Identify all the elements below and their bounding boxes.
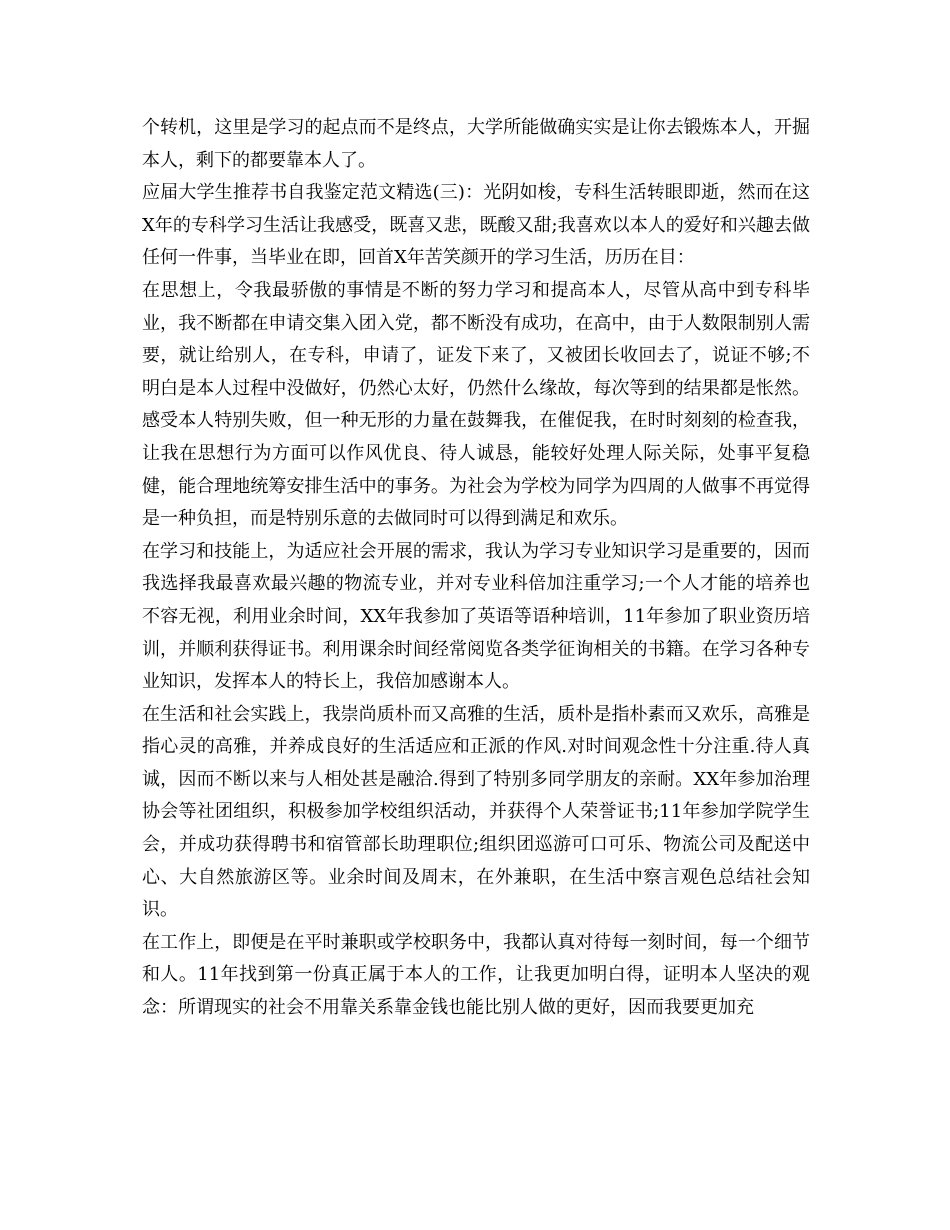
paragraph-work: 在工作上，即便是在平时兼职或学校职务中，我都认真对待每一刻时间，每一个细节和人。11年找到第一份真正属于本人的工作，让我更加明白得，证明本人坚决的观念：所谓现实的社会不用靠关系靠金钱也能比别人做的更好，因而我要更加充 <box>142 931 810 1019</box>
paragraph-study-skills: 在学习和技能上，为适应社会开展的需求，我认为学习专业知识学习是重要的，因而我选择我最喜欢最兴趣的物流专业，并对专业科倍加注重学习;一个人才能的培养也不容无视，利用业余时间，XX年我参加了英语等语种培训，11年参加了职业资历培训，并顺利获得证书。利用课余时间经常阅览各类学征询相关的书籍。在学习各种专业知识，发挥本人的特长上，我倍加感谢本人。 <box>142 540 810 693</box>
document-page <box>142 112 810 1025</box>
paragraph-life-practice: 在生活和社会实践上，我崇尚质朴而又高雅的生活，质朴是指朴素而又欢乐，高雅是指心灵的高雅，并养成良好的生活适应和正派的作风.对时间观念性十分注重.待人真诚，因而不断以来与人相处甚是融洽.得到了特别多同学朋友的亲耐。XX年参加治理协会等社团组织，积极参加学校组织活动，并获得个人荣誉证书;11年参加学院学生会，并成功获得聘书和宿管部长助理职位;组织团巡游可口可乐、物流公司及配送中心、大自然旅游区等。业余时间及周末，在外兼职，在生活中察言观色总结社会知识。 <box>142 703 810 921</box>
paragraph-thought: 在思想上，令我最骄傲的事情是不断的努力学习和提高本人，尽管从高中到专科毕业，我不断都在申请交集入团入党，都不断没有成功，在高中，由于人数限制别人需要，就让给别人，在专科，申请了，证发下来了，又被团长收回去了，说证不够;不明白是本人过程中没做好，仍然心太好，仍然什么缘故，每次等到的结果都是怅然。感受本人特别失败，但一种无形的力量在鼓舞我，在催促我，在时时刻刻的检查我，让我在思想行为方面可以作风优良、待人诚恳，能较好处理人际关际，处事平复稳健，能合理地统筹安排生活中的事务。为社会为学校为同学为四周的人做事不再觉得是一种负担，而是特别乐意的去做同时可以得到满足和欢乐。 <box>142 279 810 530</box>
paragraph-continuation: 个转机，这里是学习的起点而不是终点，大学所能做确实实是让你去锻炼本人，开掘本人，剩下的都要靠本人了。 <box>142 117 810 171</box>
paragraph-intro: 应届大学生推荐书自我鉴定范文精选(三)：光阴如梭，专科生活转眼即逝，然而在这X年的专科学习生活让我感受，既喜又悲，既酸又甜;我喜欢以本人的爱好和兴趣去做任何一件事，当毕业在即，回首X年苦笑颜开的学习生活，历历在目： <box>142 182 810 269</box>
